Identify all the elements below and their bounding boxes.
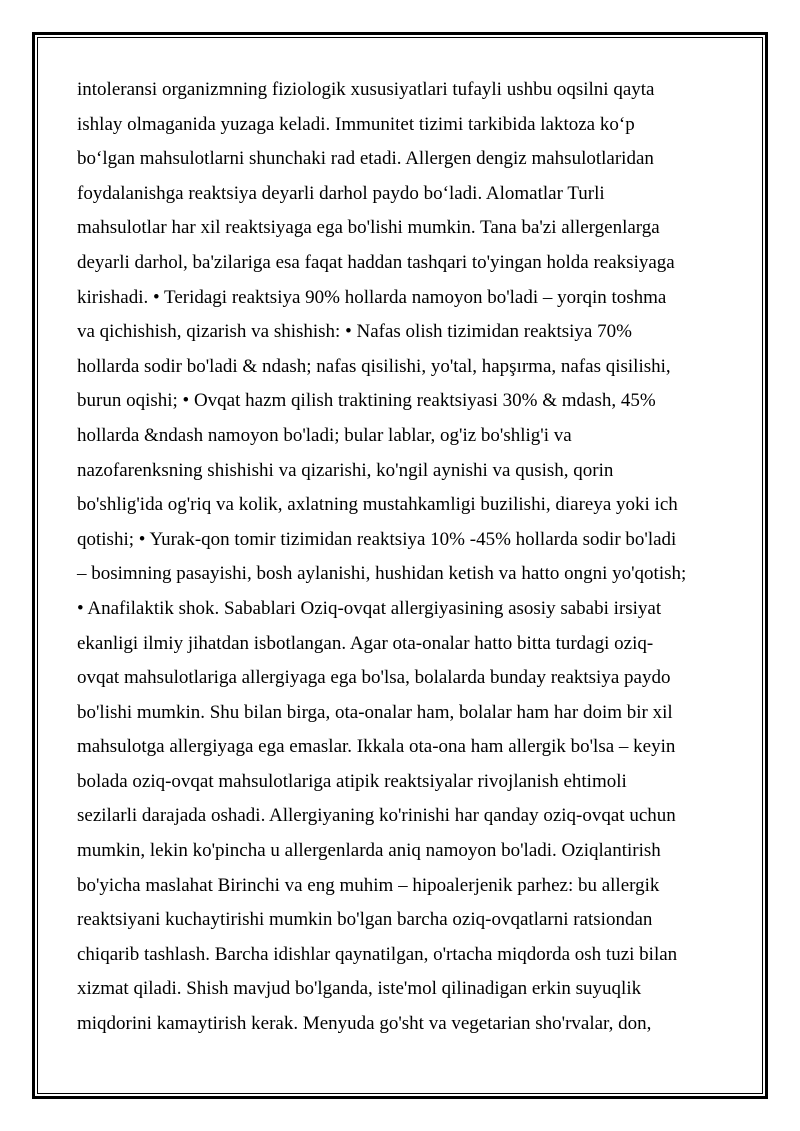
text-line: bo'yicha maslahat Birinchi va eng muhim – hipoalerjenik parhez: bu allergik <box>77 874 660 896</box>
text-line: va qichishish, qizarish va shishish: • Nafas olish tizimidan reaktsiya 70% <box>77 321 632 343</box>
text-line: ekanligi ilmiy jihatdan isbotlangan. Agar ota-onalar hatto bitta turdagi oziq- <box>77 632 654 654</box>
text-line: chiqarib tashlash. Barcha idishlar qaynatilgan, o'rtacha miqdorda osh tuzi bilan <box>77 943 678 965</box>
text-line: foydalanishga reaktsiya deyarli darhol paydo bo‘ladi. Alomatlar Turli <box>77 182 605 204</box>
text-line: ovqat mahsulotlariga allergiyaga ega bo'lsa, bolalarda bunday reaktsiya paydo <box>77 667 671 689</box>
text-line: miqdorini kamaytirish kerak. Menyuda go'sht va vegetarian sho'rvalar, don, <box>77 1013 652 1035</box>
text-line: sezilarli darajada oshadi. Allergiyaning ko'rinishi har qanday oziq-ovqat uchun <box>77 805 676 827</box>
text-line: burun oqishi; • Ovqat hazm qilish traktining reaktsiyasi 30% & mdash, 45% <box>77 390 656 412</box>
text-line: mahsulotga allergiyaga ega emaslar. Ikkala ota-ona ham allergik bo'lsa – keyin <box>77 736 676 758</box>
text-line: mumkin, lekin ko'pincha u allergenlarda aniq namoyon bo'ladi. Oziqlantirish <box>77 840 661 862</box>
text-line: reaktsiyani kuchaytirishi mumkin bo'lgan barcha oziq-ovqatlarni ratsiondan <box>77 909 653 931</box>
text-line: xizmat qiladi. Shish mavjud bo'lganda, iste'mol qilinadigan erkin suyuqlik <box>77 978 642 1000</box>
text-line: bo‘lgan mahsulotlarni shunchaki rad etadi. Allergen dengiz mahsulotlaridan <box>77 148 654 170</box>
text-line: kirishadi. • Teridagi reaktsiya 90% hollarda namoyon bo'ladi – yorqin toshma <box>77 286 667 308</box>
text-line: intoleransi organizmning fiziologik xususiyatlari tufayli ushbu oqsilni qayta <box>77 79 655 100</box>
body-paragraph <box>77 73 737 1042</box>
text-line: – bosimning pasayishi, bosh aylanishi, hushidan ketish va hatto ongni yo'qotish; <box>77 563 687 585</box>
text-line: qotishi; • Yurak-qon tomir tizimidan reaktsiya 10% -45% hollarda sodir bo'ladi <box>77 528 677 550</box>
text-line: bo'lishi mumkin. Shu bilan birga, ota-onalar ham, bolalar ham har doim bir xil <box>77 701 673 723</box>
text-line: nazofarenksning shishishi va qizarishi, ko'ngil aynishi va qusish, qorin <box>77 459 614 481</box>
text-line: bo'shlig'ida og'riq va kolik, axlatning mustahkamligi buzilishi, diareya yoki ich <box>77 494 678 516</box>
page-border-frame <box>32 32 768 1099</box>
text-line: • Anafilaktik shok. Sabablari Oziq-ovqat allergiyasining asosiy sababi irsiyat <box>77 597 662 619</box>
text-line: mahsulotlar har xil reaktsiyaga ega bo'lishi mumkin. Tana ba'zi allergenlarga <box>77 217 660 239</box>
text-line: hollarda sodir bo'ladi & ndash; nafas qisilishi, yo'tal, hapşırma, nafas qisilishi, <box>77 355 671 377</box>
text-line: deyarli darhol, ba'zilariga esa faqat haddan tashqari to'yingan holda reaksiyaga <box>77 251 675 273</box>
text-line: bolada oziq-ovqat mahsulotlariga atipik reaktsiyalar rivojlanish ehtimoli <box>77 770 627 792</box>
text-line: ishlay olmaganida yuzaga keladi. Immunitet tizimi tarkibida laktoza ko‘p <box>77 113 635 135</box>
text-line: hollarda &ndash namoyon bo'ladi; bular lablar, og'iz bo'shlig'i va <box>77 424 572 446</box>
